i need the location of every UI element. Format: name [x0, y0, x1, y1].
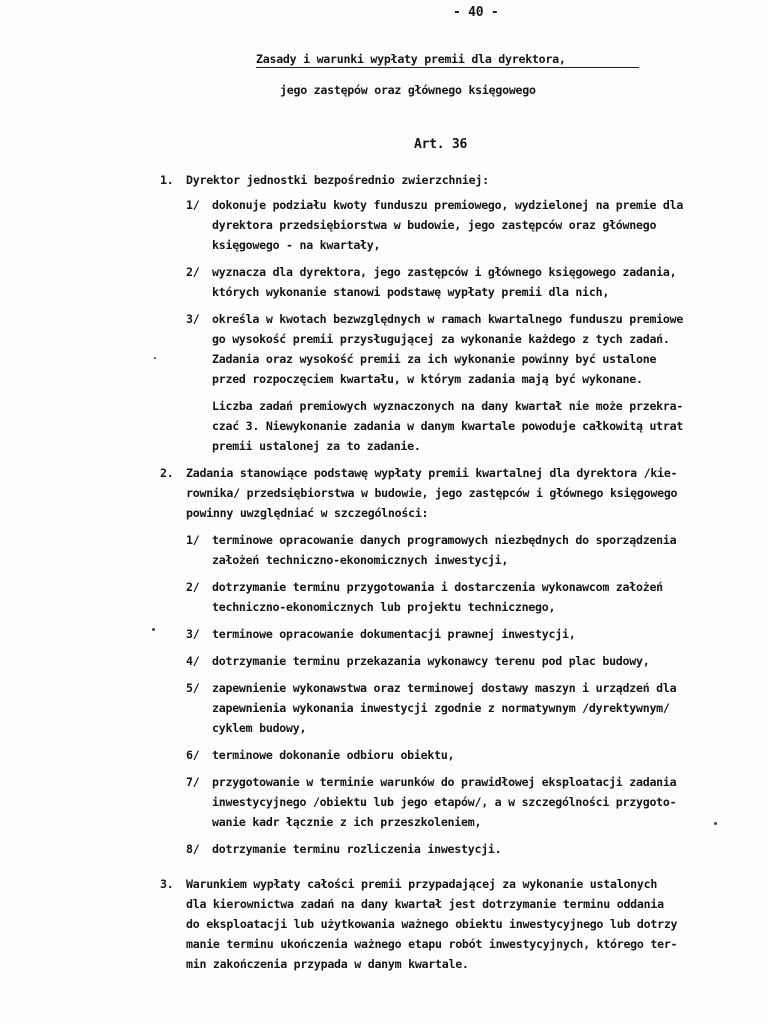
- section-1-item-3-text: Zadania oraz wysokość premii za ich wykonanie powinny być ustalone: [212, 352, 657, 366]
- section-2-item-3-text: terminowe opracowanie dokumentacji prawnej inwestycji,: [212, 627, 576, 641]
- section-1-paragraph: Liczba zadań premiowych wyznaczonych na dany kwartał nie może przekra-: [212, 399, 684, 413]
- scan-speck: [152, 628, 155, 631]
- section-1-item-2-text: wyznacza dla dyrektora, jego zastępców i głównego księgowego zadania,: [212, 265, 677, 279]
- title-underline: [256, 67, 639, 68]
- section-2-item-7-text: przygotowanie w terminie warunków do prawidłowej eksploatacji zadania: [212, 775, 677, 789]
- section-2-item-6-number: 6/: [186, 748, 200, 762]
- section-1-item-1-text: dokonuje podziału kwoty funduszu premiowego, wydzielonej na premie dla: [212, 198, 684, 212]
- section-2-item-5-number: 5/: [186, 681, 200, 695]
- section-2-number: 2.: [160, 466, 174, 480]
- section-1-item-3-text: przed rozpoczęciem kwartału, w którym zadania mają być wykonane.: [212, 372, 643, 386]
- document-title: Zasady i warunki wypłaty premii dla dyrektora,: [256, 52, 566, 66]
- section-2-item-8-number: 8/: [186, 842, 200, 856]
- section-2-item-2-number: 2/: [186, 580, 200, 594]
- scan-speck: [714, 822, 717, 825]
- section-2-text: Zadania stanowiące podstawę wypłaty premii kwartalnej dla dyrektora /kie-: [186, 466, 678, 480]
- section-2-text: powinny uwzględniać w szczególności:: [186, 506, 429, 520]
- section-2-item-4-number: 4/: [186, 654, 200, 668]
- section-2-item-1-number: 1/: [186, 533, 200, 547]
- section-1-item-2-text: których wykonanie stanowi podstawę wypłaty premii dla nich,: [212, 285, 610, 299]
- section-3-text: Warunkiem wypłaty całości premii przypadającej za wykonanie ustalonych: [186, 877, 658, 891]
- section-2-item-5-text: cyklem budowy,: [212, 721, 307, 735]
- section-3-text: manie terminu ukończenia ważnego etapu robót inwestycyjnych, którego ter-: [186, 937, 678, 951]
- section-2-item-1-text: terminowe opracowanie danych programowych niezbędnych do sporządzenia: [212, 533, 677, 547]
- section-3-text: min zakończenia przypada w danym kwartale.: [186, 957, 469, 971]
- document-subtitle: jego zastępów oraz głównego księgowego: [280, 83, 536, 97]
- scan-speck: [154, 357, 156, 359]
- section-1-item-1-number: 1/: [186, 198, 200, 212]
- section-1-paragraph: czać 3. Niewykonanie zadania w danym kwartale powoduje całkowitą utrat: [212, 419, 684, 433]
- section-1-item-1-text: dyrektora przedsiębiorstwa w budowie, jego zastępców oraz głównego: [212, 218, 657, 232]
- section-2-item-3-number: 3/: [186, 627, 200, 641]
- section-1-text: Dyrektor jednostki bezpośrednio zwierzchniej:: [186, 173, 489, 187]
- section-1-item-3-text: go wysokość premii przysługującej za wykonanie każdego z tych zadań.: [212, 332, 670, 346]
- section-1-paragraph: premii ustalonej za to zadanie.: [212, 439, 421, 453]
- section-1-item-1-text: księgowego - na kwartały,: [212, 238, 381, 252]
- section-2-item-2-text: techniczno-ekonomicznych lub projektu technicznego,: [212, 600, 556, 614]
- section-1-item-3-text: określa w kwotach bezwzględnych w ramach kwartalnego funduszu premiowe: [212, 312, 684, 326]
- section-2-item-4-text: dotrzymanie terminu przekazania wykonawcy terenu pod plac budowy,: [212, 654, 650, 668]
- article-heading: Art. 36: [414, 137, 468, 152]
- page-number: - 40 -: [453, 5, 499, 20]
- section-1-item-3-number: 3/: [186, 312, 200, 326]
- section-2-text: rownika/ przedsiębiorstwa w budowie, jego zastępców i głównego księgowego: [186, 486, 678, 500]
- section-2-item-5-text: zapewnienia wykonania inwestycji zgodnie z normatywnym /dyrektywnym/: [212, 701, 670, 715]
- section-2-item-2-text: dotrzymanie terminu przygotowania i dostarczenia wykonawcom założeń: [212, 580, 663, 594]
- section-2-item-7-number: 7/: [186, 775, 200, 789]
- section-2-item-6-text: terminowe dokonanie odbioru obiektu,: [212, 748, 455, 762]
- section-3-number: 3.: [160, 877, 174, 891]
- section-2-item-5-text: zapewnienie wykonawstwa oraz terminowej dostawy maszyn i urządzeń dla: [212, 681, 677, 695]
- section-3-text: do eksploatacji lub użytkowania ważnego obiektu inwestycyjnego lub dotrzy: [186, 917, 678, 931]
- section-3-text: dla kierownictwa zadań na dany kwartał jest dotrzymanie terminu oddania: [186, 897, 664, 911]
- section-1-item-2-number: 2/: [186, 265, 200, 279]
- section-2-item-7-text: wanie kadr łącznie z ich przeszkoleniem,: [212, 815, 482, 829]
- section-2-item-7-text: inwestycyjnego /obiektu lub jego etapów/, a w szczególności przygoto-: [212, 795, 677, 809]
- section-2-item-1-text: założeń techniczno-ekonomicznych inwestycji,: [212, 553, 509, 567]
- section-1-number: 1.: [160, 173, 174, 187]
- section-2-item-8-text: dotrzymanie terminu rozliczenia inwestycji.: [212, 842, 502, 856]
